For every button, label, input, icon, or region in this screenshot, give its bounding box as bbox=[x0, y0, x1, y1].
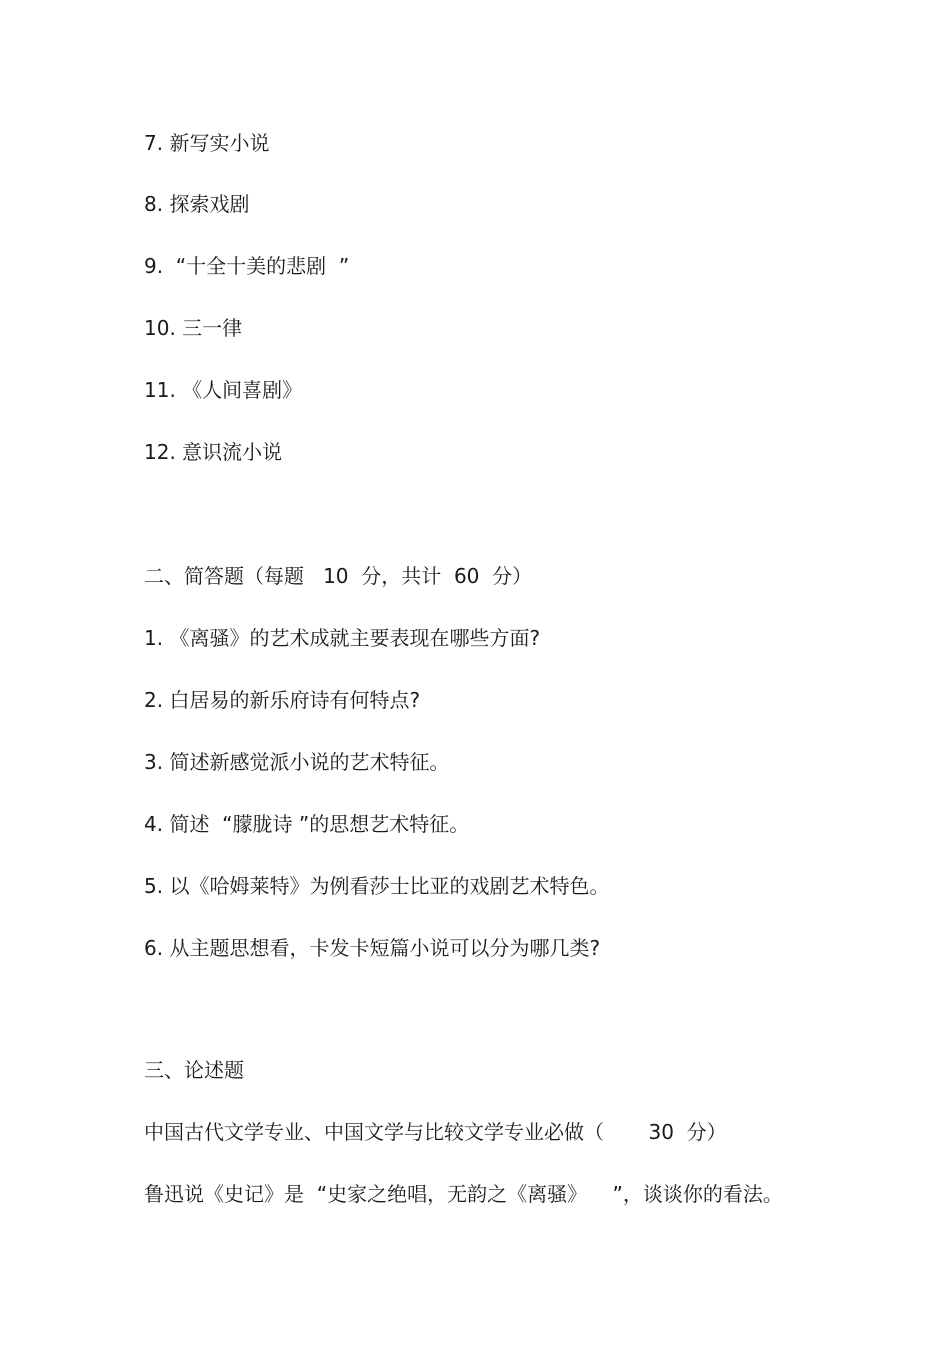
term-8: 8. 探索戏剧 bbox=[144, 192, 250, 216]
term-9: 9. “十全十美的悲剧 ” bbox=[144, 254, 350, 278]
question-2-3: 3. 简述新感觉派小说的艺术特征。 bbox=[144, 750, 450, 774]
section-3-question: 鲁迅说《史记》是 “史家之绝唱，无韵之《离骚》 ”，谈谈你的看法。 bbox=[144, 1182, 783, 1206]
section-3-subheading: 中国古代文学专业、中国文学与比较文学专业必做（ 30 分） bbox=[144, 1120, 727, 1144]
term-10: 10. 三一律 bbox=[144, 316, 243, 340]
term-12: 12. 意识流小说 bbox=[144, 440, 283, 464]
section-2-heading: 二、简答题（每题 10 分，共计 60 分） bbox=[144, 564, 533, 588]
term-11: 11. 《人间喜剧》 bbox=[144, 378, 303, 402]
section-3-heading: 三、论述题 bbox=[144, 1058, 244, 1082]
question-2-1: 1. 《离骚》的艺术成就主要表现在哪些方面? bbox=[144, 626, 541, 650]
question-2-5: 5. 以《哈姆莱特》为例看莎士比亚的戏剧艺术特色。 bbox=[144, 874, 610, 898]
term-7: 7. 新写实小说 bbox=[144, 131, 270, 155]
question-2-2: 2. 白居易的新乐府诗有何特点? bbox=[144, 688, 421, 712]
question-2-4: 4. 简述 “朦胧诗 ”的思想艺术特征。 bbox=[144, 812, 470, 836]
question-2-6: 6. 从主题思想看，卡发卡短篇小说可以分为哪几类? bbox=[144, 936, 601, 960]
